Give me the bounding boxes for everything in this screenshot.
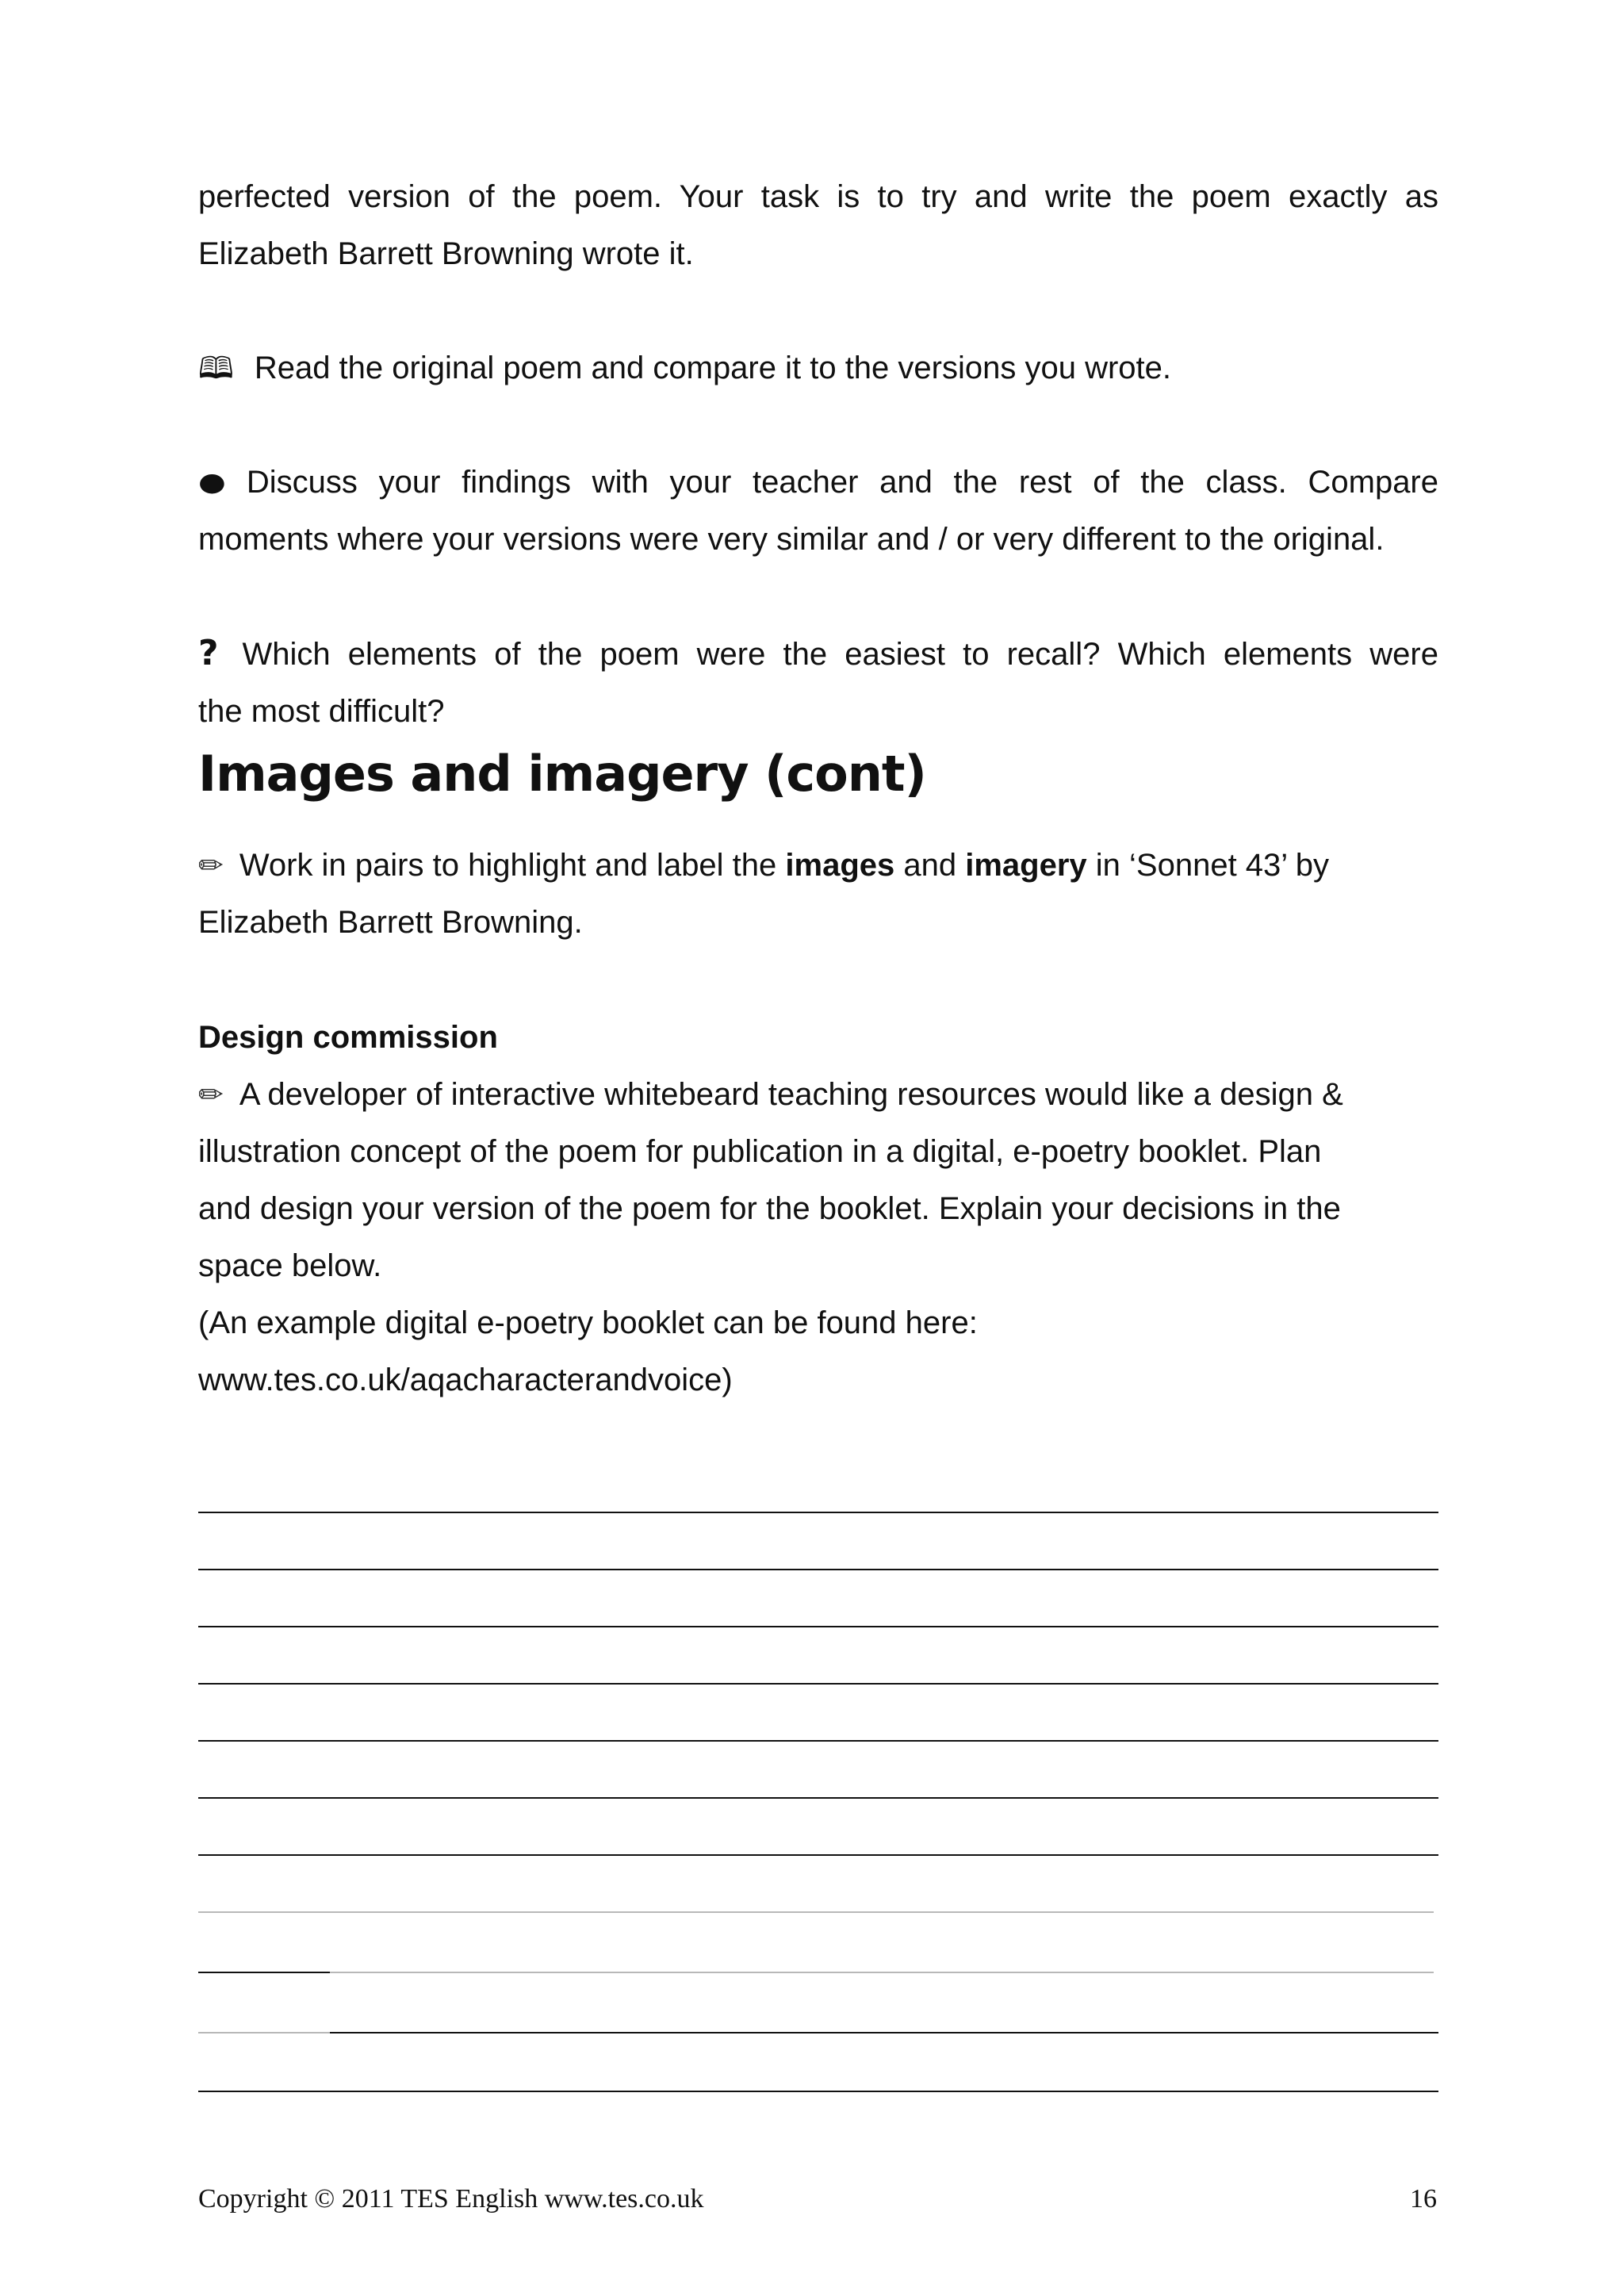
highlight-text-part2: and (894, 848, 966, 883)
design-line-5: (An example digital e-poetry booklet can be found here: (198, 1305, 978, 1340)
footer-page-number: 16 (1410, 2184, 1437, 2214)
design-line-2: illustration concept of the poem for publication in a digital, e-poetry booklet. Plan (198, 1134, 1322, 1169)
question-icon: ? (198, 633, 219, 673)
highlight-bold-imagery: imagery (965, 848, 1087, 883)
highlight-line-2: Elizabeth Barrett Browning. (198, 905, 583, 940)
question-task (198, 625, 1438, 740)
writing-line[interactable] (198, 1854, 1438, 1856)
writing-line[interactable] (198, 1683, 1438, 1685)
highlight-text-part1: Work in pairs to highlight and label the (239, 848, 786, 883)
highlight-task (198, 837, 1438, 951)
discuss-task (198, 454, 1438, 568)
intro-line-2: Elizabeth Barrett Browning wrote it. (198, 236, 694, 271)
discuss-line-2: moments where your versions were very similar and / or very different to the original. (198, 522, 1385, 557)
pencil-icon: ✏ (198, 1077, 224, 1112)
question-line-2: the most difficult? (198, 694, 445, 729)
footer-copyright: Copyright © 2011 TES English www.tes.co.uk (198, 2184, 704, 2214)
speech-bubble-icon: ● (198, 467, 226, 497)
design-line-3: and design your version of the poem for the booklet. Explain your decisions in the (198, 1191, 1341, 1226)
highlight-line-1 (198, 837, 1438, 894)
writing-line[interactable] (198, 2091, 1438, 2092)
writing-line-segment[interactable] (330, 1972, 1434, 1973)
writing-line[interactable] (198, 1512, 1438, 1513)
writing-line[interactable] (198, 1569, 1438, 1570)
question-line-1-text: Which elements of the poem were the easiest to recall? Which elements were (242, 637, 1438, 672)
highlight-text-part3: in ‘Sonnet 43’ by (1086, 848, 1330, 883)
question-line-1 (198, 625, 1438, 683)
discuss-line-1-text: Discuss your findings with your teacher and the rest of the class. Compare (246, 465, 1438, 500)
writing-line[interactable] (198, 1911, 1434, 1913)
book-icon: 🕮 (198, 351, 234, 385)
read-task-text: Read the original poem and compare it to the versions you wrote. (254, 351, 1172, 385)
highlight-bold-images: images (785, 848, 895, 883)
writing-line[interactable] (198, 1626, 1438, 1627)
design-line-6: www.tes.co.uk/aqacharacterandvoice) (198, 1363, 733, 1397)
intro-paragraph (198, 168, 1438, 282)
writing-line-segment[interactable] (330, 2032, 1438, 2033)
read-task (198, 339, 1438, 397)
intro-line-1: perfected version of the poem. Your task is to try and write the poem exactly as (198, 179, 1438, 214)
design-line-1 (198, 1066, 1438, 1123)
design-line-1-text: A developer of interactive whitebeard teaching resources would like a design & (239, 1077, 1343, 1112)
writing-line-segment[interactable] (198, 2032, 330, 2033)
writing-line[interactable] (198, 1740, 1438, 1742)
design-commission-heading: Design commission (198, 1020, 498, 1055)
writing-line[interactable] (198, 1797, 1438, 1799)
discuss-line-1 (198, 454, 1438, 511)
writing-line-segment[interactable] (198, 1972, 330, 1973)
section-heading: Images and imagery (cont) (198, 745, 926, 803)
design-commission-body (198, 1066, 1438, 1409)
pencil-icon: ✏ (198, 848, 224, 883)
design-line-4: space below. (198, 1248, 382, 1283)
